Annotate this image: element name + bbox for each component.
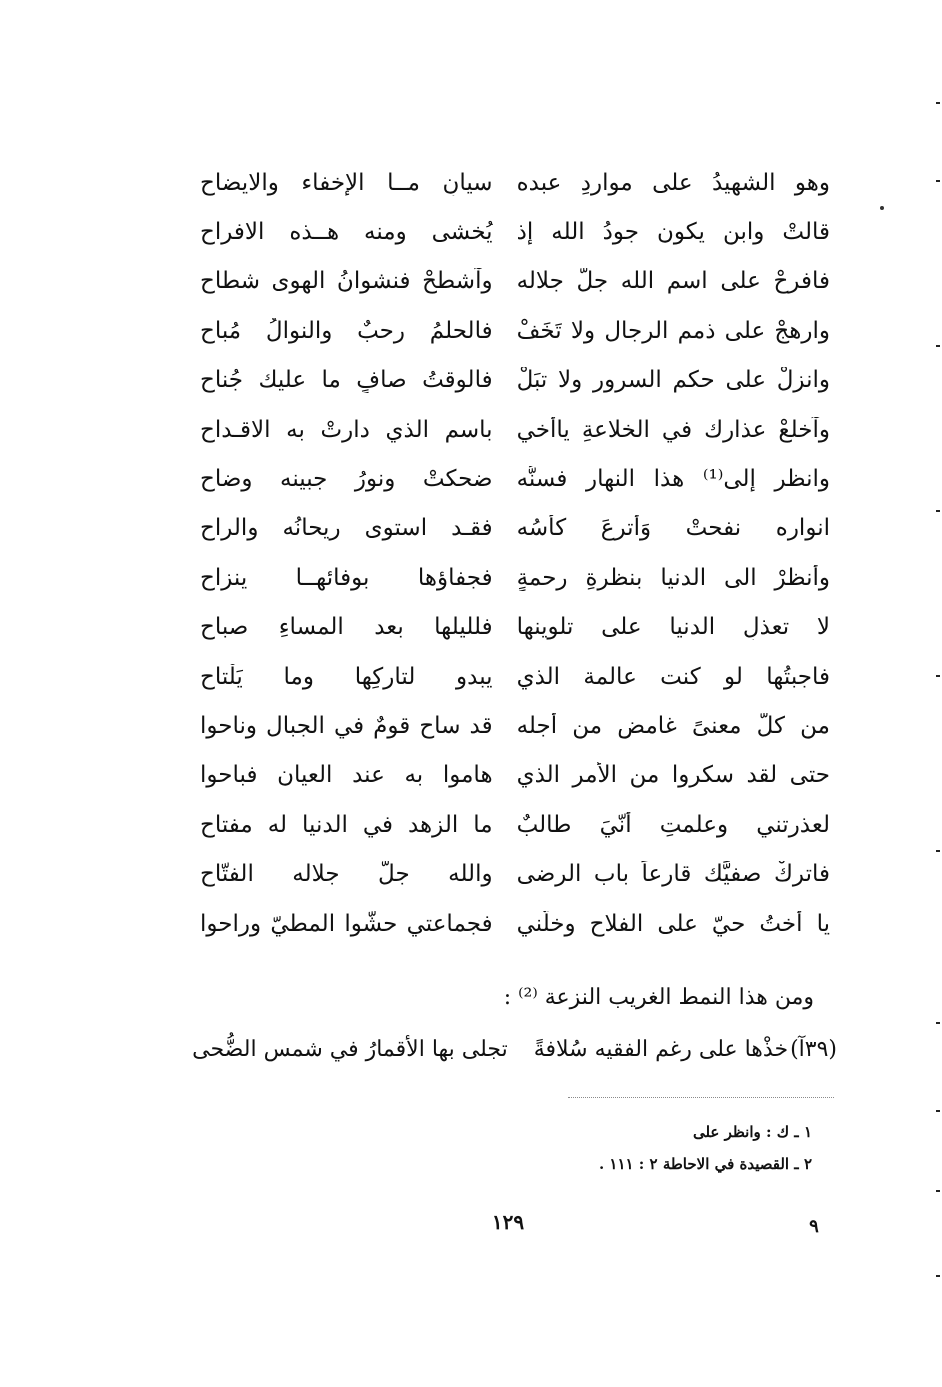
verse-line [200, 405, 830, 454]
verse-line [200, 207, 830, 256]
verse-second-hemistich: يُخشى ومنه هــذه الافراح [200, 219, 493, 246]
verse-second-hemistich: ضحكتْ ونورُ جبينه وضاح [200, 466, 493, 493]
verse-first-hemistich: خذْها على رغم الفقيه سُلافةً [533, 1037, 789, 1062]
verse-line [200, 701, 830, 750]
poem [200, 158, 830, 948]
verse-first-hemistich: قالتْ وابن يكون جودُ الله إذ [516, 219, 830, 246]
footnote-divider [568, 1097, 834, 1098]
verse-second-hemistich: ما الزهد في الدنيا له مفتاح [200, 811, 493, 838]
verse-first-hemistich: فافرحْ على اسم الله جلّ جلاله [516, 268, 830, 295]
verse-first-hemistich: فاتركْ صفيَّك قارعاً باب الرضى [516, 861, 830, 888]
verse-first-hemistich: وانظر إلى⁽¹⁾ هذا النهار فسنُّه [516, 466, 830, 493]
verse-first-hemistich: وهو الشهيدُ على مواردِ عبده [516, 169, 830, 196]
edge-mark [936, 180, 940, 182]
verse-second-hemistich: باسمِ الذي دارتْ به الاقـداح [200, 416, 493, 443]
verse-first-hemistich: وارهجْ على ذممِ الرجال ولا تَخَفْ [516, 317, 830, 344]
verse-line [200, 899, 830, 948]
verse-first-hemistich: فاجبتُها لو كنت عالمة الذي [516, 663, 830, 690]
verse-second-hemistich: والله جلّ جلاله الفتّاح [200, 861, 493, 888]
verse-line [200, 751, 830, 800]
verse-first-hemistich: انواره نفحتْ وَأُترِعَ كأسُه [516, 515, 830, 542]
verse-line [200, 800, 830, 849]
single-verse [192, 1037, 837, 1062]
verse-line [200, 306, 830, 355]
verse-first-hemistich: لا تعذلِ الدنيا على تلوينها [516, 614, 830, 641]
verse-second-hemistich: سيانِ مــا الإخفاء والايضاح [200, 169, 493, 196]
edge-mark [936, 345, 940, 347]
verse-second-hemistich: فالوقتُ صافٍ ما عليك جُناح [200, 367, 493, 394]
verse-second-hemistich: يبدو لتاركِها وما يَلْتاح [200, 663, 493, 690]
verse-second-hemistich: فجفاؤها بوفائهــا ينزاح [200, 564, 493, 591]
edge-mark [936, 1190, 940, 1192]
verse-first-hemistich: من كلّ معنىً غامضٍ من أجله [516, 712, 830, 739]
verse-second-hemistich: فجماعتي حشّوا المطيّ وراحوا [200, 910, 493, 937]
verse-line [200, 257, 830, 306]
verse-line [200, 603, 830, 652]
edge-mark [936, 510, 940, 512]
verse-second-hemistich: فلليلها بعد المساءِ صباح [200, 614, 493, 641]
verse-line [200, 158, 830, 207]
footnote-1: ١ ـ ك : وانظر على [692, 1123, 812, 1141]
verse-second-hemistich: فالحلمُ رحبٌ والنوالُ مُباح [200, 317, 493, 344]
verse-second-hemistich: هاموا به عند العيان فباحوا [200, 762, 493, 789]
edge-mark [936, 850, 940, 852]
page-number: ١٢٩ [491, 1210, 525, 1234]
verse-first-hemistich: يا أختُ حيّ على الفلاح وخلّني [516, 910, 830, 937]
verse-line [200, 652, 830, 701]
verse-first-hemistich: حتى لقد سكروا من الأمر الذي [516, 762, 830, 789]
edge-mark [936, 102, 940, 104]
verse-first-hemistich: وآخلعْ عذارك في الخلاعةِ ياأخي [516, 416, 830, 443]
verse-line [200, 356, 830, 405]
verse-first-hemistich: لعذرتني وعلمتِ أنّيَ طالبٌ [516, 811, 830, 838]
speck-mark [880, 206, 884, 210]
edge-mark [936, 1275, 940, 1277]
verse-first-hemistich: وانزلْ على حكمِ السرورِ ولا تبَلْ [516, 367, 830, 394]
edge-mark [936, 675, 940, 677]
verse-line [200, 454, 830, 503]
edge-mark [936, 1022, 940, 1024]
verse-line [200, 553, 830, 602]
verse-second-hemistich: تجلى بها الأقمارُ في شمس الضُّحى [192, 1037, 508, 1062]
verse-second-hemistich: وآشطحْ فنشوانُ الهوى شطاح [200, 268, 493, 295]
verse-second-hemistich: قد ساح قومٌ في الجبال وناحوا [200, 712, 493, 739]
footnote-2: ٢ ـ القصيدة في الاحاطة ٢ : ١١١ . [598, 1155, 812, 1173]
verse-line [200, 849, 830, 898]
verse-second-hemistich: فقـد استوى ريحانُه والراح [200, 515, 493, 542]
verse-first-hemistich: وأنظرْ الى الدنيا بنظرةِ رحمةٍ [516, 564, 830, 591]
intro-line: ومن هذا النمط الغريب النزعة ⁽²⁾ : [503, 985, 814, 1010]
verse-line [200, 504, 830, 553]
manuscript-folio-marker: (٣٩آ) [790, 1037, 837, 1062]
gathering-signature: ٩ [809, 1216, 819, 1237]
edge-mark [936, 1110, 940, 1112]
